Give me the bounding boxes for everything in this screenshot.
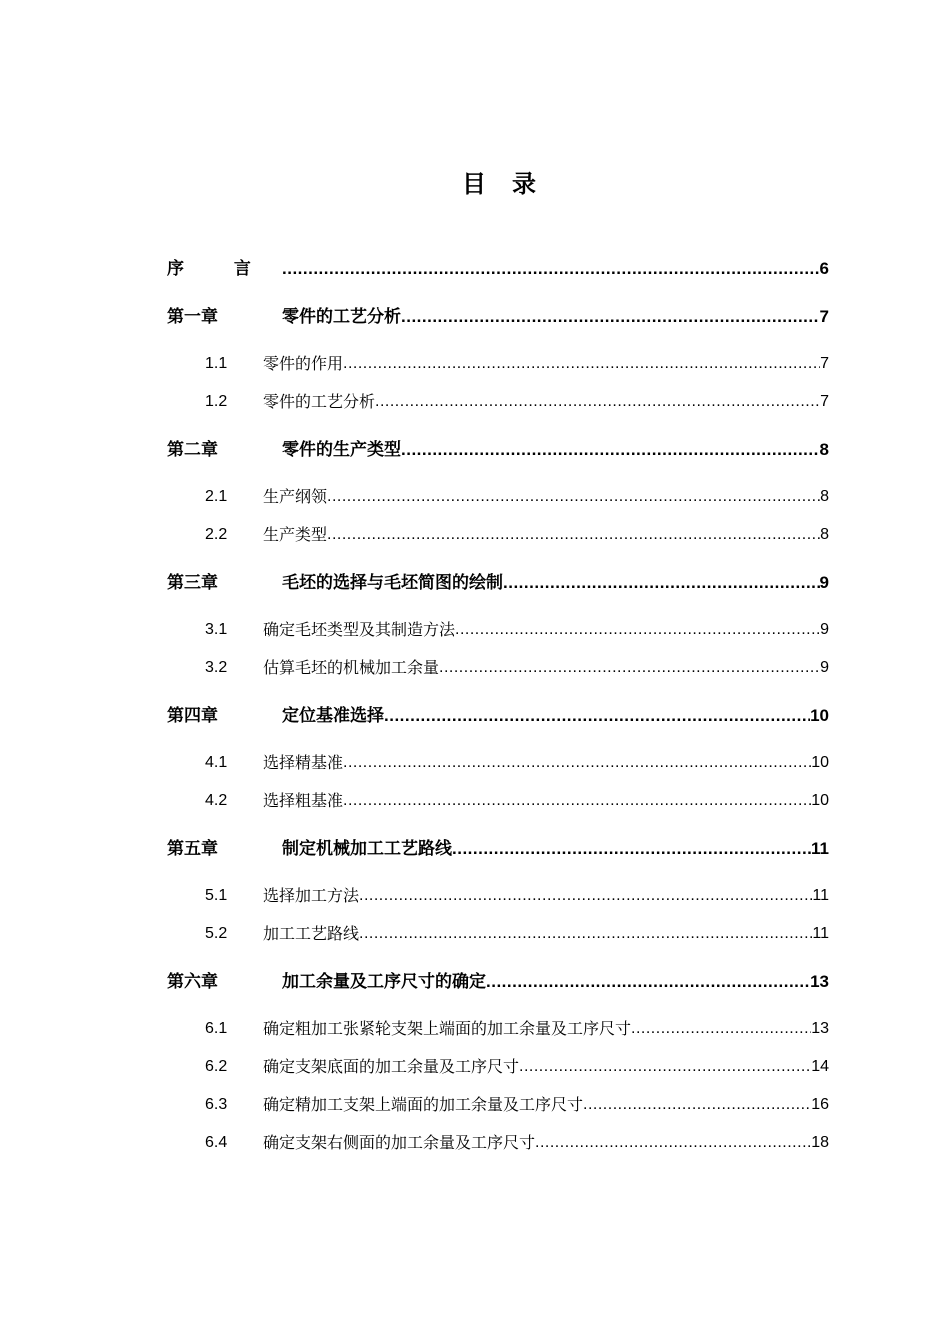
toc-entry-number: 2.2 xyxy=(205,526,228,543)
toc-entry-section[interactable] xyxy=(205,1056,829,1078)
dot-leader xyxy=(375,391,820,413)
dot-leader xyxy=(486,971,810,993)
dot-leader xyxy=(503,572,820,594)
dot-leader xyxy=(282,258,820,280)
dot-leader xyxy=(631,1018,811,1040)
toc-entry-section[interactable] xyxy=(205,790,829,812)
toc-entry-chapter[interactable] xyxy=(167,306,829,328)
toc-entry-chapter[interactable] xyxy=(167,838,829,860)
dot-leader xyxy=(343,752,811,774)
dot-leader xyxy=(384,705,810,727)
toc-entry-page: 7 xyxy=(819,307,829,326)
toc-entry-section[interactable] xyxy=(205,391,829,413)
dot-leader xyxy=(452,838,811,860)
toc-entry-number: 序 言 xyxy=(167,259,273,279)
toc-entry-page: 9 xyxy=(820,659,829,676)
toc-entry-page: 11 xyxy=(812,887,829,904)
toc-entry-page: 8 xyxy=(820,526,829,543)
toc-entry-number: 第六章 xyxy=(167,972,218,992)
toc-entry-label: 零件的作用 xyxy=(263,354,344,373)
toc-entry-number: 3.1 xyxy=(205,621,228,638)
dot-leader xyxy=(359,923,812,945)
toc-entry-number: 第五章 xyxy=(167,839,218,859)
toc-entry-section[interactable] xyxy=(205,885,829,907)
toc-entry-preface[interactable] xyxy=(167,258,829,280)
toc-entry-chapter[interactable] xyxy=(167,572,829,594)
toc-entry-label: 确定粗加工张紧轮支架上端面的加工余量及工序尺寸 xyxy=(263,1019,632,1038)
toc-entry-label: 加工工艺路线 xyxy=(263,924,360,943)
toc-entry-page: 10 xyxy=(811,792,829,809)
toc-entry-number: 4.1 xyxy=(205,754,228,771)
toc-entry-section[interactable] xyxy=(205,524,829,546)
toc-entry-number: 第二章 xyxy=(167,440,218,460)
toc-title-char-2: 录 xyxy=(512,170,538,198)
toc-entry-section[interactable] xyxy=(205,619,829,641)
dot-leader xyxy=(583,1094,811,1116)
toc-entry-section[interactable] xyxy=(205,752,829,774)
toc-entry-number: 6.2 xyxy=(205,1058,228,1075)
dot-leader xyxy=(327,486,820,508)
toc-entry-number: 4.2 xyxy=(205,792,228,809)
toc-entry-page: 13 xyxy=(810,972,829,991)
dot-leader xyxy=(439,657,820,679)
toc-title-char-1: 目 xyxy=(462,170,488,198)
toc-entry-page: 9 xyxy=(820,621,829,638)
toc-entry-label: 零件的工艺分析 xyxy=(282,307,401,327)
toc-entry-page: 18 xyxy=(811,1134,829,1151)
toc-entry-number: 2.1 xyxy=(205,488,228,505)
toc-entry-section[interactable] xyxy=(205,923,829,945)
toc-entry-section[interactable] xyxy=(205,1018,829,1040)
toc-entry-number: 6.1 xyxy=(205,1020,228,1037)
toc-entry-label: 零件的生产类型 xyxy=(282,440,401,460)
toc-entry-number: 3.2 xyxy=(205,659,228,676)
toc-entry-number: 5.2 xyxy=(205,925,228,942)
toc-entry-label: 毛坯的选择与毛坯简图的绘制 xyxy=(282,573,503,593)
dot-leader xyxy=(359,885,812,907)
toc-entry-page: 16 xyxy=(811,1096,829,1113)
toc-entry-section[interactable] xyxy=(205,657,829,679)
dot-leader xyxy=(401,306,820,328)
toc-entry-label: 选择粗基准 xyxy=(263,791,344,810)
toc-entry-chapter[interactable] xyxy=(167,705,829,727)
toc-entry-page: 7 xyxy=(820,393,829,410)
toc-entry-page: 11 xyxy=(812,925,829,942)
dot-leader xyxy=(343,790,811,812)
toc-entry-label: 生产纲领 xyxy=(263,487,328,506)
toc-entry-number: 1.2 xyxy=(205,393,228,410)
toc-entry-label: 零件的工艺分析 xyxy=(263,392,376,411)
toc-entry-section[interactable] xyxy=(205,1094,829,1116)
toc-entry-label: 加工余量及工序尺寸的确定 xyxy=(282,972,486,992)
toc-entry-page: 9 xyxy=(819,573,829,592)
toc-entry-label: 确定毛坯类型及其制造方法 xyxy=(263,620,456,639)
toc-entry-number: 5.1 xyxy=(205,887,228,904)
dot-leader xyxy=(327,524,820,546)
toc-entry-label: 生产类型 xyxy=(263,525,328,544)
toc-entry-label: 确定支架右侧面的加工余量及工序尺寸 xyxy=(263,1133,536,1152)
toc-entry-page: 14 xyxy=(811,1058,829,1075)
toc-entry-label: 选择加工方法 xyxy=(263,886,360,905)
toc-entry-section[interactable] xyxy=(205,486,829,508)
toc-entry-label: 定位基准选择 xyxy=(282,706,384,726)
toc-entry-chapter[interactable] xyxy=(167,971,829,993)
toc-entry-label: 估算毛坯的机械加工余量 xyxy=(263,658,440,677)
toc-entry-number: 第四章 xyxy=(167,706,218,726)
toc-entry-number: 第三章 xyxy=(167,573,218,593)
toc-entry-page: 8 xyxy=(820,488,829,505)
dot-leader xyxy=(519,1056,811,1078)
dot-leader xyxy=(343,353,820,375)
toc-entry-section[interactable] xyxy=(205,353,829,375)
toc-entry-label: 确定支架底面的加工余量及工序尺寸 xyxy=(263,1057,520,1076)
toc-title xyxy=(0,164,950,199)
dot-leader xyxy=(535,1132,811,1154)
toc-entry-page: 10 xyxy=(810,706,829,725)
toc-entry-number: 第一章 xyxy=(167,307,218,327)
toc-entry-page: 11 xyxy=(811,839,829,858)
dot-leader xyxy=(455,619,820,641)
toc-entry-page: 8 xyxy=(819,440,829,459)
dot-leader xyxy=(401,439,820,461)
toc-entry-page: 6 xyxy=(819,259,829,278)
toc-entry-label: 确定精加工支架上端面的加工余量及工序尺寸 xyxy=(263,1095,584,1114)
toc-entry-label: 选择精基准 xyxy=(263,753,344,772)
toc-entry-number: 6.3 xyxy=(205,1096,228,1113)
toc-entry-chapter[interactable] xyxy=(167,439,829,461)
toc-entry-label: 制定机械加工工艺路线 xyxy=(282,839,452,859)
toc-entry-page: 10 xyxy=(811,754,829,771)
toc-entry-page: 13 xyxy=(811,1020,829,1037)
toc-entry-number: 1.1 xyxy=(205,355,228,372)
toc-entry-number: 6.4 xyxy=(205,1134,228,1151)
toc-entry-page: 7 xyxy=(820,355,829,372)
toc-entry-section[interactable] xyxy=(205,1132,829,1154)
